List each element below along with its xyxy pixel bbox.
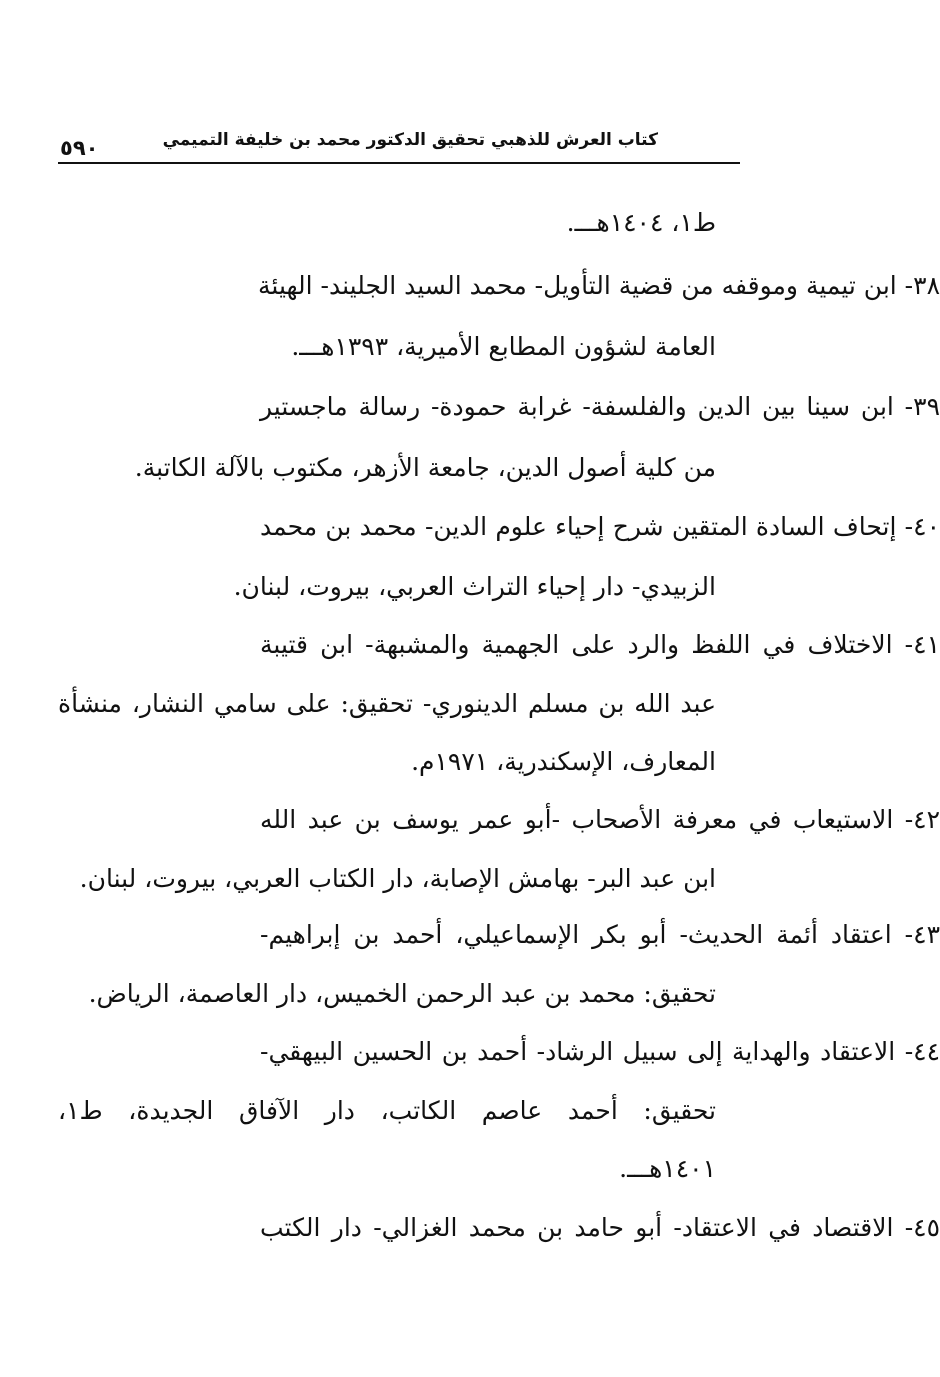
header-rule	[58, 162, 740, 164]
entry-42-line-1: ٤٢- الاستيعاب في معرفة الأصحاب -أبو عمر يوسف بن عبد الله	[260, 805, 940, 834]
entry-45-line-1: ٤٥- الاقتصاد في الاعتقاد- أبو حامد بن محمد الغزالي- دار الكتب	[260, 1213, 940, 1242]
entry-44-line-3: ١٤٠١هـــ.	[619, 1154, 716, 1183]
entry-41-line-3: المعارف، الإسكندرية، ١٩٧١م.	[411, 747, 716, 776]
entry-40-line-1: ٤٠- إتحاف السادة المتقين شرح إحياء علوم الدين- محمد بن محمد	[260, 512, 940, 541]
page-number: ٥٩٠	[60, 136, 99, 160]
entry-44-line-2: تحقيق: أحمد عاصم الكاتب، دار الآفاق الجديدة، ط١،	[58, 1096, 716, 1125]
entry-38-line-2: العامة لشؤون المطابع الأميرية، ١٣٩٣هـــ.	[291, 332, 716, 361]
entry-39-line-2: من كلية أصول الدين، جامعة الأزهر، مكتوب بالآلة الكاتبة.	[134, 453, 716, 482]
running-title: كتاب العرش للذهبي تحقيق الدكتور محمد بن خليفة التميمي	[162, 130, 658, 150]
entry-42-line-2: ابن عبد البر- بهامش الإصابة، دار الكتاب العربي، بيروت، لبنان.	[79, 864, 716, 893]
entry-41-line-1: ٤١- الاختلاف في اللفظ والرد على الجهمية والمشبهة- ابن قتيبة	[260, 630, 940, 659]
page-header	[58, 126, 738, 162]
entry-41-line-2: عبد الله بن مسلم الدينوري- تحقيق: على سامي النشار، منشأة	[58, 689, 716, 718]
entry-39-line-1: ٣٩- ابن سينا بين الدين والفلسفة- غرابة حمودة- رسالة ماجستير	[260, 392, 940, 421]
entry-43-line-1: ٤٣- اعتقاد أئمة الحديث- أبو بكر الإسماعيلي، أحمد بن إبراهيم-	[260, 920, 940, 949]
entry-44-line-1: ٤٤- الاعتقاد والهداية إلى سبيل الرشاد- أحمد بن الحسين البيهقي-	[260, 1037, 940, 1066]
entry-43-line-2: تحقيق: محمد بن عبد الرحمن الخميس، دار العاصمة، الرياض.	[88, 979, 716, 1008]
entry-38-line-1: ٣٨- ابن تيمية وموقفه من قضية التأويل- محمد السيد الجليند- الهيئة	[258, 271, 940, 300]
entry-40-line-2: الزبيدي- دار إحياء التراث العربي، بيروت، لبنان.	[233, 572, 716, 601]
text-line: ط١، ١٤٠٤هـــ.	[566, 208, 716, 237]
